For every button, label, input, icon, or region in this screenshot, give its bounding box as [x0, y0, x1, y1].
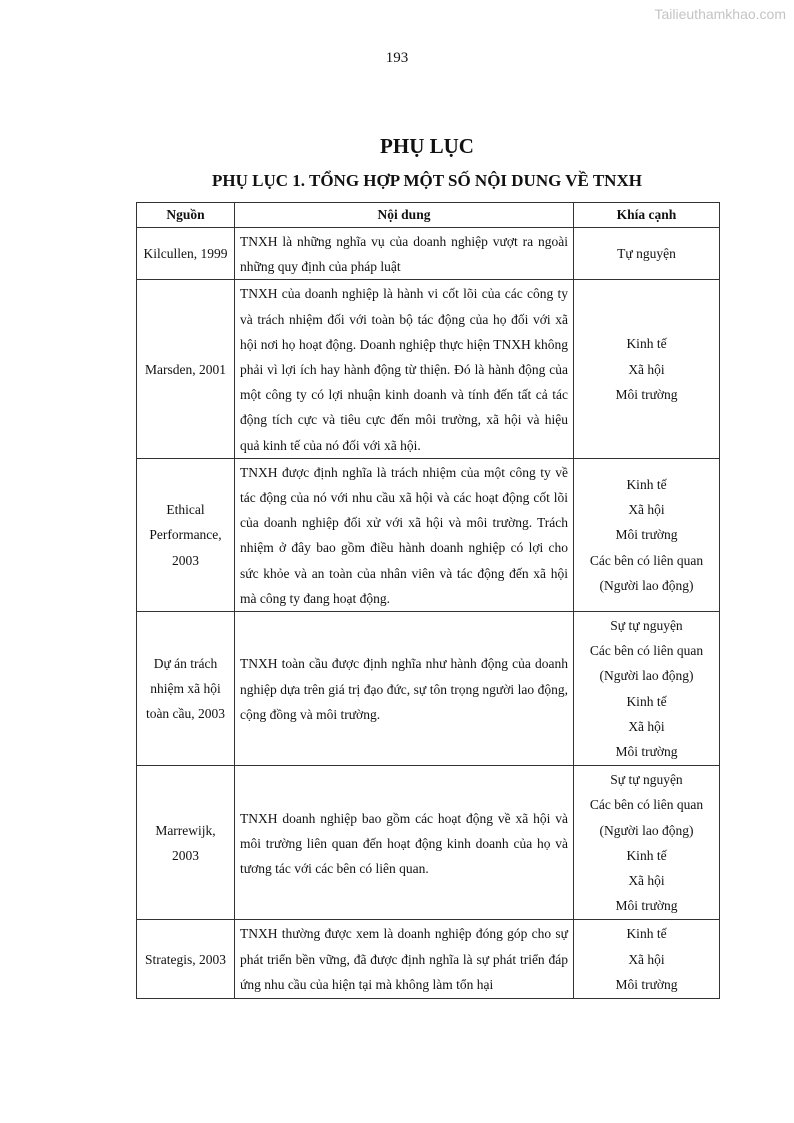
aspect-item: Kinh tế: [626, 926, 667, 942]
aspect-item: (Người lao động): [599, 577, 694, 593]
page-number: 193: [385, 50, 409, 66]
watermark: Tailieuthamkhao.com: [654, 6, 786, 22]
aspect-item: Môi trường: [615, 386, 678, 402]
source-cell: Strategis, 2003: [137, 920, 235, 999]
content-cell: TNXH doanh nghiệp bao gồm các hoạt động về xã hội và môi trường liên quan đến hoạt động kinh doanh của họ và tương tác với các bên có liên quan.: [235, 766, 574, 920]
header-source: Nguồn: [137, 203, 235, 228]
aspect-item: Sự tự nguyện: [610, 772, 683, 788]
table-row: [137, 920, 720, 999]
aspects-cell: [574, 920, 720, 999]
table-row: [137, 766, 720, 920]
summary-table: [136, 202, 720, 999]
source-cell: Ethical Performance, 2003: [137, 458, 235, 611]
aspect-item: Các bên có liên quan: [589, 797, 704, 813]
aspects-cell: [574, 612, 720, 766]
aspect-item: Môi trường: [615, 976, 678, 992]
table-row: [137, 458, 720, 611]
aspect-item: Môi trường: [615, 744, 678, 760]
content-cell: TNXH của doanh nghiệp là hành vi cốt lõi của các công ty và trách nhiệm đối với toàn bộ tác động của họ đối với xã hội nơi họ hoạt động. Doanh nghiệp thực hiện TNXH không phải vì lợi ích hay hành động từ thiện. Đó là hành động của một công ty có lợi nhuận kinh doanh và tính đến tất cả tác động tích cực và tiêu cực đến môi trường, xã hội và hiệu quả kinh tế của nó đối với xã hội.: [235, 280, 574, 458]
source-cell: Dự án trách nhiệm xã hội toàn cầu, 2003: [137, 612, 235, 766]
page-title: PHỤ LỤC: [380, 134, 474, 158]
aspect-item: Các bên có liên quan: [589, 552, 704, 568]
aspect-item: Kinh tế: [626, 693, 667, 709]
aspect-item: Xã hội: [628, 361, 665, 377]
aspect-item: Xã hội: [628, 718, 665, 734]
aspect-item: Các bên có liên quan: [589, 643, 704, 659]
aspect-item: (Người lao động): [599, 668, 694, 684]
aspect-item: Kinh tế: [626, 847, 667, 863]
aspect-item: (Người lao động): [599, 822, 694, 838]
aspect-item: Xã hội: [628, 873, 665, 889]
aspect-item: Môi trường: [615, 898, 678, 914]
aspects-cell: [574, 228, 720, 280]
aspects-cell: [574, 766, 720, 920]
aspect-item: Sự tự nguyện: [610, 618, 683, 634]
aspect-item: Xã hội: [628, 502, 665, 518]
aspect-item: Kinh tế: [626, 336, 667, 352]
content-cell: TNXH là những nghĩa vụ của doanh nghiệp vượt ra ngoài những quy định của pháp luật: [235, 228, 574, 280]
content-cell: TNXH toàn cầu được định nghĩa như hành động của doanh nghiệp dựa trên giá trị đạo đức, sự tôn trọng người lao động, cộng đồng và môi trường.: [235, 612, 574, 766]
aspect-item: Môi trường: [615, 527, 678, 543]
source-cell: Marrewijk, 2003: [137, 766, 235, 920]
aspects-cell: [574, 280, 720, 458]
source-cell: Kilcullen, 1999: [137, 228, 235, 280]
aspect-item: Kinh tế: [626, 476, 667, 492]
aspects-cell: [574, 458, 720, 611]
content-cell: TNXH thường được xem là doanh nghiệp đóng góp cho sự phát triển bền vững, đã được định nghĩa là sự phát triển đáp ứng nhu cầu của hiện tại mà không làm tổn hại: [235, 920, 574, 999]
header-aspects: Khía cạnh: [574, 203, 720, 228]
source-cell: Marsden, 2001: [137, 280, 235, 458]
aspect-item: Tự nguyện: [617, 246, 676, 262]
table-row: [137, 228, 720, 280]
aspect-item: Xã hội: [628, 951, 665, 967]
header-content: Nội dung: [235, 203, 574, 228]
section-title: PHỤ LỤC 1. TỔNG HỢP MỘT SỐ NỘI DUNG VỀ TNXH: [212, 171, 642, 190]
table-row: [137, 612, 720, 766]
table-row: [137, 280, 720, 458]
table-header-row: [137, 203, 720, 228]
content-cell: TNXH được định nghĩa là trách nhiệm của một công ty về tác động của nó với nhu cầu xã hội và các hoạt động cốt lõi của doanh nghiệp đối xử với xã hội và môi trường. Trách nhiệm ở đây bao gồm điều hành doanh nghiệp có lợi cho sức khỏe và an toàn của nhân viên và tác động đến xã hội mà công ty đang hoạt động.: [235, 458, 574, 611]
